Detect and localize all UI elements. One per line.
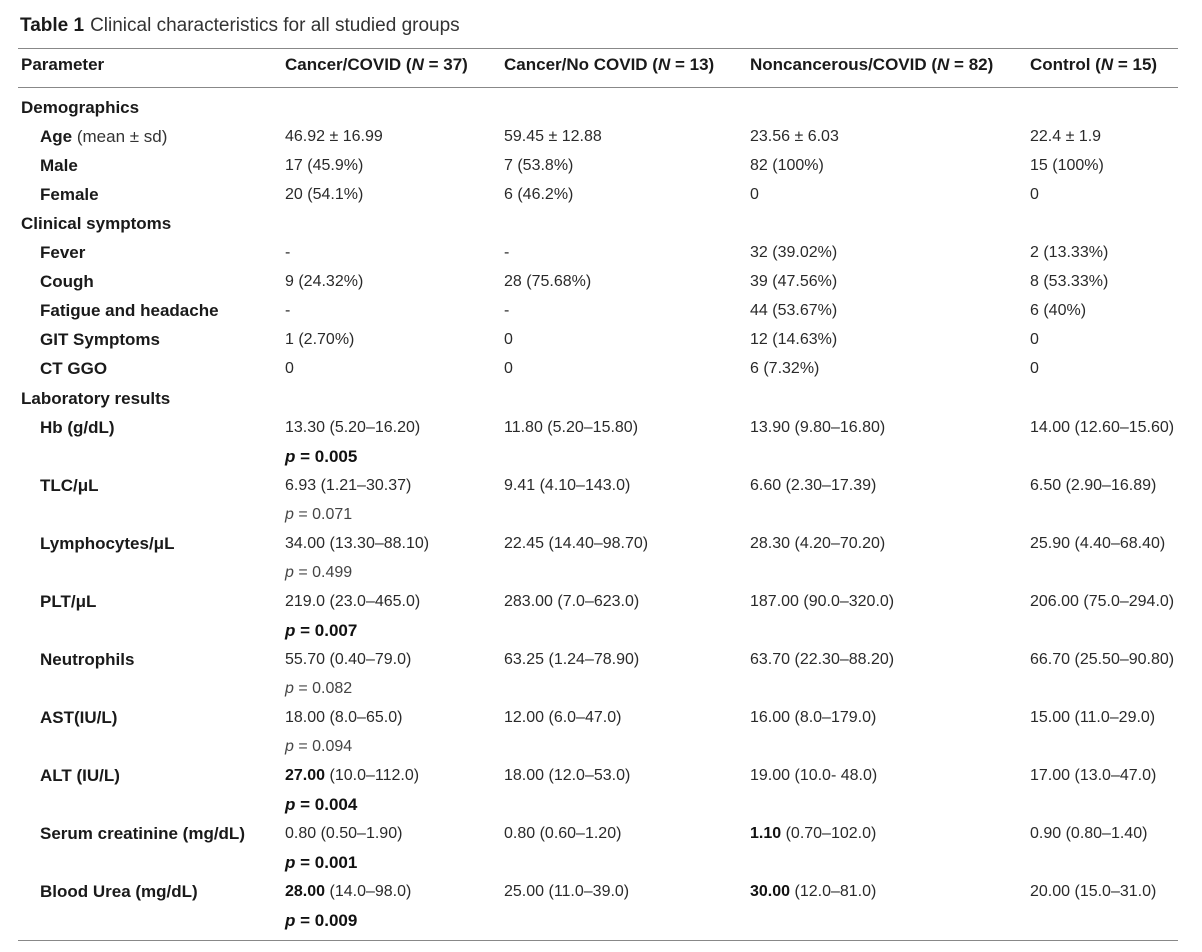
table-cell: 0.80 (0.60–1.20) [504, 825, 622, 842]
table-cell: 44 (53.67%) [750, 302, 838, 319]
row-label: Lymphocytes/μL [40, 534, 175, 553]
table-cell: 34.00 (13.30–88.10) [285, 535, 430, 552]
table-cell: 13.90 (9.80–16.80) [750, 419, 886, 436]
p-value: p = 0.499 [285, 564, 353, 581]
p-value: p = 0.071 [285, 506, 353, 523]
table-caption [20, 14, 460, 38]
row-label: Male [40, 156, 78, 175]
table-cell: 28.30 (4.20–70.20) [750, 535, 886, 552]
table-cell: 20.00 (15.0–31.0) [1030, 883, 1157, 900]
table-cell: 32 (39.02%) [750, 244, 838, 261]
row-label: Blood Urea (mg/dL) [40, 882, 198, 901]
table-cell: 39 (47.56%) [750, 273, 838, 290]
table-cell: 12.00 (6.0–47.0) [504, 709, 622, 726]
row-label: Hb (g/dL) [40, 418, 115, 437]
p-value: p = 0.094 [285, 738, 353, 755]
table-title: Clinical characteristics for all studied groups [90, 15, 460, 36]
column-header-cancer-no-covid: Cancer/No COVID (N = 13) [504, 55, 715, 74]
table-cell: 6 (7.32%) [750, 360, 820, 377]
section-heading: Demographics [21, 98, 140, 117]
table-cell: 30.00 (12.0–81.0) [750, 883, 877, 900]
column-header-noncancerous-covid: Noncancerous/COVID (N = 82) [750, 55, 994, 74]
table-cell: 0 [1030, 186, 1039, 203]
table-cell: 17 (45.9%) [285, 157, 364, 174]
table-cell: 25.00 (11.0–39.0) [504, 883, 630, 900]
table-cell: 6.50 (2.90–16.89) [1030, 477, 1157, 494]
table-cell: 63.70 (22.30–88.20) [750, 651, 895, 668]
column-header-control: Control (N = 15) [1030, 55, 1158, 74]
p-value: p = 0.005 [285, 447, 358, 466]
column-header-cancer-covid: Cancer/COVID (N = 37) [285, 55, 468, 74]
table-cell: 6.60 (2.30–17.39) [750, 477, 877, 494]
row-label: AST(IU/L) [40, 708, 118, 727]
row-label: Cough [40, 272, 94, 291]
table-cell: 63.25 (1.24–78.90) [504, 651, 640, 668]
table-cell: - [504, 302, 510, 319]
table-cell: 27.00 (10.0–112.0) [285, 767, 420, 784]
table-cell: 12 (14.63%) [750, 331, 838, 348]
table-cell: 8 (53.33%) [1030, 273, 1109, 290]
bottom-rule [18, 940, 1178, 941]
table-cell: 2 (13.33%) [1030, 244, 1109, 261]
table-cell: 82 (100%) [750, 157, 824, 174]
table-cell: - [285, 302, 291, 319]
header-rule [18, 87, 1178, 88]
section-heading: Clinical symptoms [21, 214, 172, 233]
table-cell: 0 [504, 331, 513, 348]
table-cell: 206.00 (75.0–294.0) [1030, 593, 1175, 610]
table-cell: 11.80 (5.20–15.80) [504, 419, 639, 436]
row-label: Serum creatinine (mg/dL) [40, 824, 245, 843]
table-cell: 28.00 (14.0–98.0) [285, 883, 412, 900]
row-label: Female [40, 185, 99, 204]
table-cell: 28 (75.68%) [504, 273, 592, 290]
table-cell: 59.45 ± 12.88 [504, 128, 602, 145]
table-cell: 219.0 (23.0–465.0) [285, 593, 421, 610]
p-value: p = 0.001 [285, 853, 358, 872]
p-value: p = 0.007 [285, 621, 358, 640]
table-label: Table 1 [20, 15, 85, 36]
table-cell: 25.90 (4.40–68.40) [1030, 535, 1166, 552]
row-label: ALT (IU/L) [40, 766, 120, 785]
table-cell: 18.00 (8.0–65.0) [285, 709, 403, 726]
table-cell: 9.41 (4.10–143.0) [504, 477, 631, 494]
column-header-parameter: Parameter [21, 55, 105, 74]
table-cell: 9 (24.32%) [285, 273, 364, 290]
table-cell: 7 (53.8%) [504, 157, 574, 174]
table-cell: 20 (54.1%) [285, 186, 364, 203]
table-cell: 6.93 (1.21–30.37) [285, 477, 412, 494]
row-label: PLT/μL [40, 592, 97, 611]
table-cell: 22.4 ± 1.9 [1030, 128, 1102, 145]
row-label: Neutrophils [40, 650, 135, 669]
p-value: p = 0.004 [285, 795, 358, 814]
table-cell: 0 [1030, 360, 1039, 377]
table-cell: 6 (40%) [1030, 302, 1087, 319]
row-label: CT GGO [40, 359, 108, 378]
table-cell: 14.00 (12.60–15.60) [1030, 419, 1175, 436]
table-cell: 13.30 (5.20–16.20) [285, 419, 421, 436]
table-cell: 16.00 (8.0–179.0) [750, 709, 877, 726]
table-cell: 23.56 ± 6.03 [750, 128, 839, 145]
table-cell: 283.00 (7.0–623.0) [504, 593, 640, 610]
table-cell: 46.92 ± 16.99 [285, 128, 383, 145]
table-cell: 0 [750, 186, 759, 203]
p-value: p = 0.009 [285, 911, 358, 930]
table-cell: 0.80 (0.50–1.90) [285, 825, 403, 842]
table-cell: 18.00 (12.0–53.0) [504, 767, 631, 784]
row-label: Fatigue and headache [40, 301, 219, 320]
table-cell: 1.10 (0.70–102.0) [750, 825, 877, 842]
table-cell: 0.90 (0.80–1.40) [1030, 825, 1148, 842]
table-cell: 22.45 (14.40–98.70) [504, 535, 649, 552]
row-label: GIT Symptoms [40, 330, 160, 349]
row-label: Age (mean ± sd) [40, 127, 168, 146]
table-cell: 0 [1030, 331, 1039, 348]
section-heading: Laboratory results [21, 389, 171, 408]
table-cell: 55.70 (0.40–79.0) [285, 651, 412, 668]
top-rule [18, 48, 1178, 49]
table-cell: 0 [285, 360, 294, 377]
table-cell: 19.00 (10.0- 48.0) [750, 767, 878, 784]
table-cell: 15.00 (11.0–29.0) [1030, 709, 1156, 726]
table-cell: 17.00 (13.0–47.0) [1030, 767, 1157, 784]
row-label: TLC/μL [40, 476, 99, 495]
p-value: p = 0.082 [285, 680, 353, 697]
table-cell: 0 [504, 360, 513, 377]
table-cell: 187.00 (90.0–320.0) [750, 593, 895, 610]
table-cell: 1 (2.70%) [285, 331, 355, 348]
row-label: Fever [40, 243, 86, 262]
table-cell: - [504, 244, 510, 261]
table-cell: 6 (46.2%) [504, 186, 574, 203]
table-cell: 66.70 (25.50–90.80) [1030, 651, 1175, 668]
table-cell: 15 (100%) [1030, 157, 1104, 174]
table-cell: - [285, 244, 291, 261]
